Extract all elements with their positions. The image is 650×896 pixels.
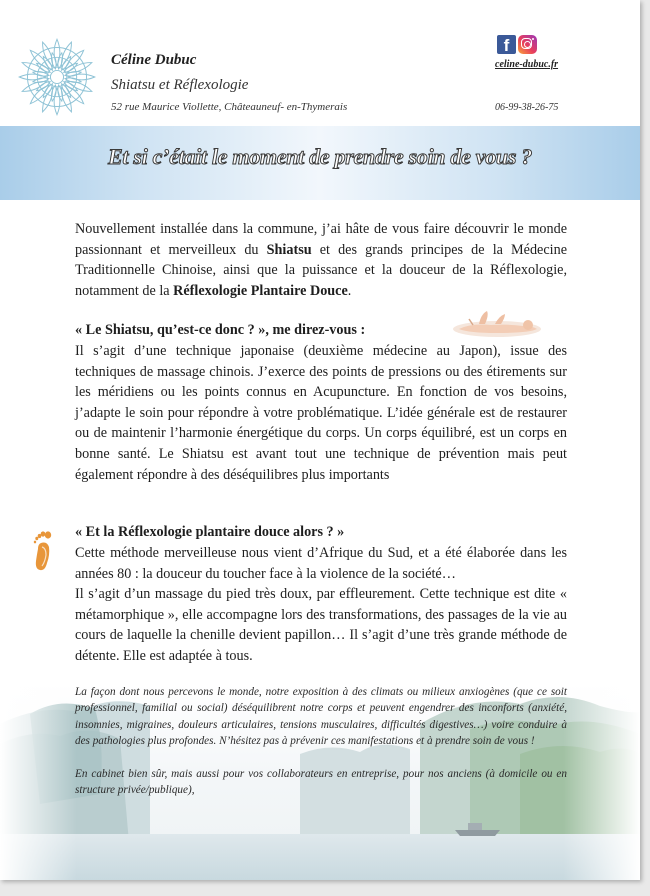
footprint-icon	[33, 529, 57, 573]
practice-subtitle: Shiatsu et Réflexologie	[111, 77, 249, 93]
website-link[interactable]: celine-dubuc.fr	[495, 59, 559, 70]
mandala-logo-icon	[16, 36, 98, 118]
intro-paragraph	[75, 219, 567, 301]
closing-paragraph-1: La façon dont nous percevons le monde, notre exposition à des climats ou milieux anxiogènes (que ce soit professionnel, familial ou social) déséquilibrent notre corps et peuvent engendrer des inconforts (anxiété, insomnies, migraines, douleurs articulaires, tensions musculaires, difficultés digestives…) voire conduire à des pathologies plus profondes. N’hésitez pas à prévenir ces manifestations et à prendre soin de vous !	[75, 686, 567, 747]
facebook-icon[interactable]: f	[497, 35, 516, 54]
intro-bold-reflexologie: Réflexologie Plantaire Douce	[173, 282, 348, 299]
intro-text-3: .	[347, 282, 352, 299]
massage-illustration-icon	[451, 308, 543, 338]
headline: Et si c’était le moment de prendre soin de vous ?	[107, 144, 533, 169]
reflexologie-heading: « Et la Réflexologie plantaire douce alors ? »	[75, 524, 345, 540]
closing-paragraph-2: En cabinet bien sûr, mais aussi pour vos collaborateurs en entreprise, pour nos anciens (à domicile ou en structure privée/publique),	[75, 768, 567, 797]
shiatsu-paragraph: Il s’agit d’une technique japonaise (deuxième médecine au Japon), issue des techniques de massage chinois. J’exerce des points de pressions ou des étirements sur les méridiens ou les points connus en Acupuncture. En fonction de vos besoins, j’adapte le soin pour répondre à votre problématique. L’idée générale est de restaurer ou de maintenir l’harmonie énergétique du corps. Un corps équilibré, est un corps en bonne santé. Le Shiatsu est avant tout une technique de prévention mais peut également répondre à des déséquilibres plus importants	[75, 343, 567, 483]
practitioner-name: Céline Dubuc	[111, 52, 197, 68]
instagram-icon[interactable]	[518, 35, 537, 54]
intro-text-1: Nouvellement installée dans la commune, j’ai hâte de vous faire découvrir le monde passionnant et merveilleux du	[75, 221, 567, 258]
headline-banner	[0, 126, 640, 200]
address: 52 rue Maurice Viollette, Châteauneuf- en-Thymerais	[111, 101, 348, 113]
shiatsu-heading: « Le Shiatsu, qu’est-ce donc ? », me direz-vous :	[75, 322, 366, 338]
intro-text-2: et des grands principes de la Médecine Traditionnelle Chinoise, ainsi que la puissance et la douceur de la Réflexologie, notamment de la	[75, 241, 567, 299]
reflexologie-paragraph-2: Il s’agit d’un massage du pied très doux, par effleurement. Cette technique est dite « métamorphique », elle accompagne lors des transformations, des passages de la vie au cours de laquelle la chenille devient papillon… Il s’agit d’une très grande méthode de détente. Elle est adaptée à tous.	[75, 586, 567, 664]
reflexologie-paragraph-1: Cette méthode merveilleuse nous vient d’Afrique du Sud, et a été élaborée dans les années 80 : la douceur du toucher face à la violence de la société…	[75, 545, 567, 582]
social-links	[497, 35, 537, 54]
phone-number: 06-99-38-26-75	[495, 102, 559, 113]
intro-bold-shiatsu: Shiatsu	[266, 241, 312, 258]
